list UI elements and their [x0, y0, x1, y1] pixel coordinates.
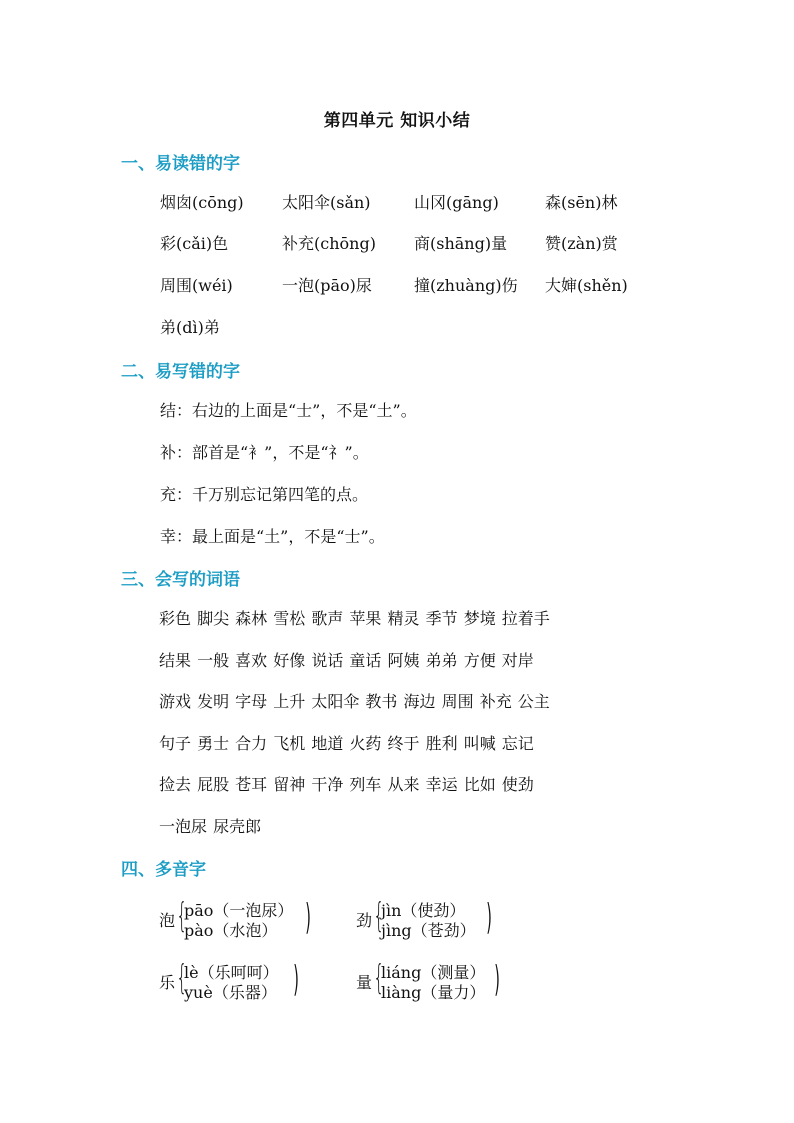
right-paren-icon: )	[293, 959, 299, 1000]
word-row: 彩色 脚尖 森林 雪松 歌声 苹果 精灵 季节 梦境 拉着手	[159, 609, 550, 628]
section-heading-misread: 一、易读错的字	[121, 154, 240, 174]
reading-item: 太阳伞(sǎn)	[282, 193, 371, 212]
polyphone-group	[356, 898, 526, 942]
reading-item: 赞(zàn)赏	[545, 234, 618, 253]
reading-item: 弟(dì)弟	[160, 318, 220, 337]
right-paren-icon: )	[494, 959, 500, 1000]
polyphone-char: 泡	[159, 911, 176, 930]
reading-item: 森(sēn)林	[545, 193, 618, 212]
section-heading-miswritten: 二、易写错的字	[121, 362, 240, 382]
left-brace-icon: {	[176, 958, 188, 998]
polyphone-reading: jìn（使劲）	[381, 901, 466, 920]
word-row: 游戏 发明 字母 上升 太阳伞 教书 海边 周围 补充 公主	[159, 692, 550, 711]
writing-note: 补：部首是“衤”，不是“礻”。	[160, 443, 369, 462]
reading-item: 商(shāng)量	[414, 234, 508, 253]
word-row: 一泡尿 尿壳郎	[159, 817, 262, 836]
page-title: 第四单元 知识小结	[323, 111, 471, 131]
reading-item: 补充(chōng)	[282, 234, 376, 253]
word-row: 句子 勇士 合力 飞机 地道 火药 终于 胜利 叫喊 忘记	[159, 734, 534, 753]
polyphone-char: 量	[356, 973, 373, 992]
left-brace-icon: {	[373, 896, 385, 936]
polyphone-reading: jìng（苍劲）	[381, 921, 476, 940]
polyphone-reading: yuè（乐器）	[184, 983, 277, 1002]
polyphone-group	[159, 960, 329, 1004]
writing-note: 幸：最上面是“土”，不是“士”。	[160, 527, 385, 546]
word-row: 捡去 屁股 苍耳 留神 干净 列车 从来 幸运 比如 使劲	[159, 775, 534, 794]
writing-note: 充：千万别忘记第四笔的点。	[160, 485, 369, 504]
writing-note: 结：右边的上面是“士”，不是“土”。	[160, 401, 417, 420]
right-paren-icon: )	[305, 897, 311, 938]
polyphone-reading: lè（乐呵呵）	[184, 963, 279, 982]
reading-item: 山冈(gāng)	[414, 193, 499, 212]
section-heading-polyphones: 四、多音字	[121, 860, 206, 880]
polyphone-group	[159, 898, 329, 942]
reading-item: 撞(zhuàng)伤	[414, 276, 518, 295]
word-row: 结果 一般 喜欢 好像 说话 童话 阿姨 弟弟 方便 对岸	[159, 651, 534, 670]
reading-item: 周围(wéi)	[160, 276, 233, 295]
left-brace-icon: {	[176, 896, 188, 936]
polyphone-reading: liáng（测量）	[381, 963, 486, 982]
polyphone-reading: liàng（量力）	[381, 983, 486, 1002]
reading-item: 一泡(pāo)尿	[282, 276, 372, 295]
right-paren-icon: )	[486, 897, 492, 938]
reading-item: 彩(cǎi)色	[160, 234, 229, 253]
section-heading-words: 三、会写的词语	[121, 570, 240, 590]
polyphone-group	[356, 960, 526, 1004]
polyphone-reading: pāo（一泡尿）	[184, 901, 294, 920]
polyphone-char: 乐	[159, 973, 176, 992]
reading-item: 烟囱(cōng)	[160, 193, 244, 212]
polyphone-char: 劲	[356, 911, 373, 930]
polyphone-reading: pào（水泡）	[184, 921, 278, 940]
left-brace-icon: {	[373, 958, 385, 998]
reading-item: 大婶(shěn)	[545, 276, 628, 295]
